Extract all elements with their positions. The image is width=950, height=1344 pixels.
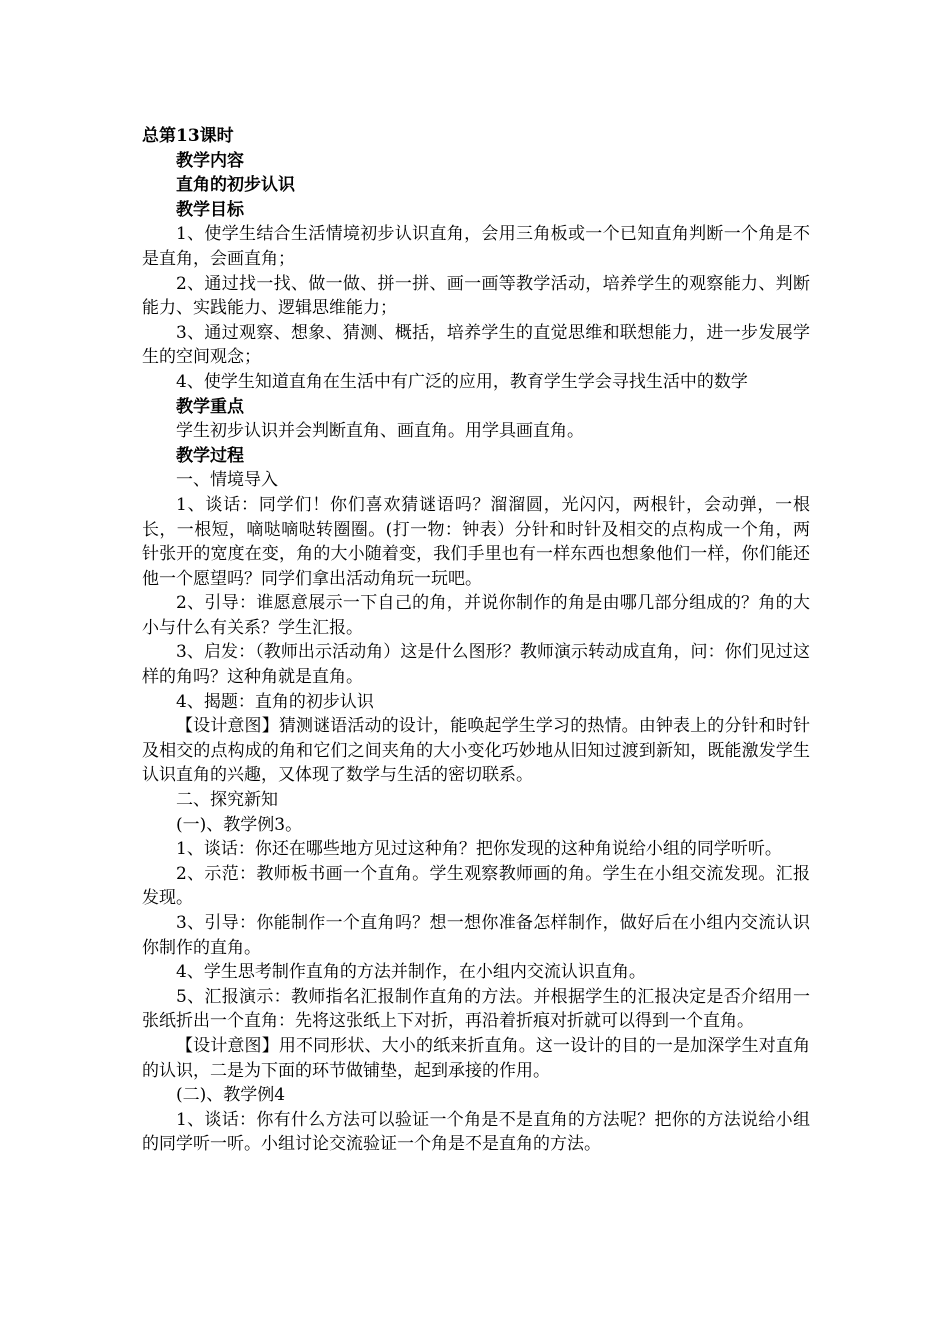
paragraph: 5、汇报演示：教师指名汇报制作直角的方法。并根据学生的汇报决定是否介绍用一张纸折出一个直角：先将这张纸上下对折，再沿着折痕对折就可以得到一个直角。 bbox=[142, 986, 810, 1032]
paragraph: 【设计意图】猜测谜语活动的设计，能唤起学生学习的热情。由钟表上的分针和时针及相交的点构成的角和它们之间夹角的大小变化巧妙地从旧知过渡到新知，既能激发学生认识直角的兴趣，又体现了数学与生活的密切联系。 bbox=[142, 716, 810, 786]
paragraph: 1、使学生结合生活情境初步认识直角，会用三角板或一个已知直角判断一个角是不是直角，会画直角； bbox=[142, 224, 810, 269]
paragraph: 一、情境导入 bbox=[176, 470, 278, 491]
lesson-number-title: 总第13课时 bbox=[142, 126, 234, 146]
paragraph: 二、探究新知 bbox=[176, 790, 278, 811]
paragraph: 【设计意图】用不同形状、大小的纸来折直角。这一设计的目的一是加深学生对直角的认识，二是为下面的环节做铺垫，起到承接的作用。 bbox=[142, 1035, 810, 1081]
paragraph: 2、引导：谁愿意展示一下自己的角，并说你制作的角是由哪几部分组成的？角的大小与什么有关系？学生汇报。 bbox=[142, 593, 810, 638]
paragraph: 4、揭题：直角的初步认识 bbox=[176, 691, 374, 712]
paragraph: (二)、教学例4 bbox=[176, 1085, 286, 1106]
paragraph: 1、谈话：同学们！你们喜欢猜谜语吗？溜溜圆，光闪闪，两根针，会动弹，一根长，一根短，嘀哒嘀哒转圈圈。(打一物：钟表）分针和时针及相交的点构成一个角，两针张开的宽度在变，角的大小随着变，我们手里也有一样东西也想象他们一样，你们能还他一个愿望吗？同学们拿出活动角玩一玩吧。 bbox=[142, 494, 810, 589]
heading-objectives: 教学目标 bbox=[176, 199, 244, 220]
heading-key-points: 教学重点 bbox=[176, 396, 244, 417]
document-body bbox=[142, 124, 810, 1157]
paragraph: 4、学生思考制作直角的方法并制作，在小组内交流认识直角。 bbox=[176, 962, 646, 983]
paragraph: 1、谈话：你还在哪些地方见过这种角？把你发现的这种角说给小组的同学听听。 bbox=[176, 839, 782, 860]
paragraph: 学生初步认识并会判断直角、画直角。用学具画直角。 bbox=[176, 421, 584, 442]
paragraph: 2、通过找一找、做一做、拼一拼、画一画等教学活动，培养学生的观察能力、判断能力、实践能力、逻辑思维能力； bbox=[142, 273, 810, 319]
paragraph: 4、使学生知道直角在生活中有广泛的应用，教育学生学会寻找生活中的数学 bbox=[176, 371, 748, 392]
heading-process: 教学过程 bbox=[176, 445, 244, 466]
paragraph: 3、启发：（教师出示活动角）这是什么图形？教师演示转动成直角，问：你们见过这样的角吗？这种角就是直角。 bbox=[142, 642, 810, 688]
paragraph: (一)、教学例3。 bbox=[176, 814, 303, 835]
heading-topic: 直角的初步认识 bbox=[176, 175, 295, 196]
paragraph: 2、示范：教师板书画一个直角。学生观察教师画的角。学生在小组交流发现。汇报发现。 bbox=[142, 863, 810, 909]
paragraph: 1、谈话：你有什么方法可以验证一个角是不是直角的方法呢？把你的方法说给小组的同学听一听。小组讨论交流验证一个角是不是直角的方法。 bbox=[142, 1109, 810, 1155]
paragraph: 3、通过观察、想象、猜测、概括，培养学生的直觉思维和联想能力，进一步发展学生的空间观念； bbox=[142, 322, 810, 368]
paragraph: 3、引导：你能制作一个直角吗？想一想你准备怎样制作，做好后在小组内交流认识你制作的直角。 bbox=[142, 913, 810, 958]
heading-teaching-content: 教学内容 bbox=[176, 150, 244, 171]
